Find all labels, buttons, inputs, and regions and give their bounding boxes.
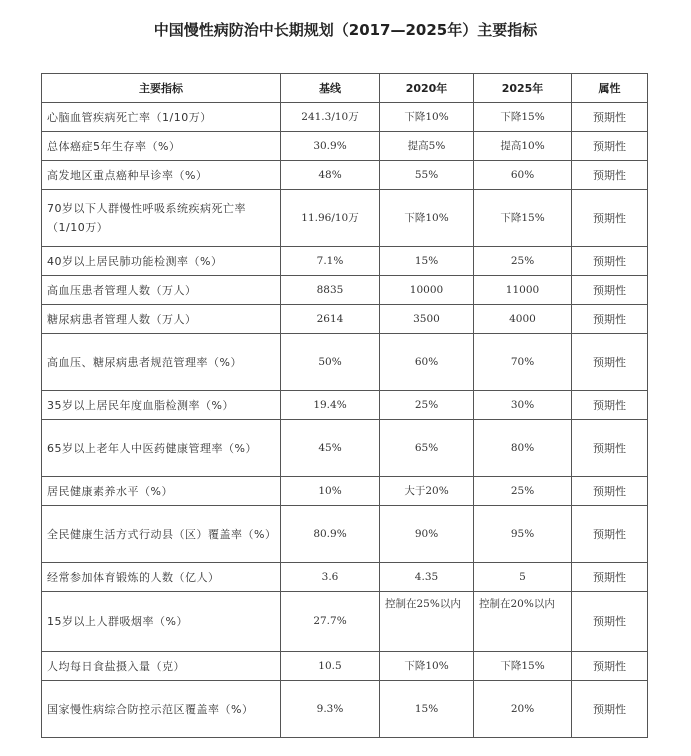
table-row	[42, 305, 648, 334]
table-row	[42, 276, 648, 305]
baseline-cell: 30.9%	[281, 132, 380, 161]
target-2020-cell: 3500	[380, 305, 474, 334]
attribute-cell: 预期性	[572, 247, 648, 276]
baseline-cell: 19.4%	[281, 391, 380, 420]
baseline-cell: 80.9%	[281, 506, 380, 563]
indicator-cell: 经常参加体育锻炼的人数（亿人）	[42, 563, 281, 592]
attribute-cell: 预期性	[572, 681, 648, 738]
attribute-cell: 预期性	[572, 506, 648, 563]
header-attribute: 属性	[572, 74, 648, 103]
table-row	[42, 103, 648, 132]
attribute-cell: 预期性	[572, 103, 648, 132]
table-row	[42, 592, 648, 652]
attribute-cell: 预期性	[572, 391, 648, 420]
header-indicator: 主要指标	[42, 74, 281, 103]
target-2020-cell: 90%	[380, 506, 474, 563]
target-2020-cell: 下降10%	[380, 652, 474, 681]
table-header-row	[42, 74, 648, 103]
table-row	[42, 161, 648, 190]
baseline-cell: 10.5	[281, 652, 380, 681]
baseline-cell: 45%	[281, 420, 380, 477]
table-row	[42, 477, 648, 506]
target-2020-cell: 15%	[380, 247, 474, 276]
target-2020-cell: 下降10%	[380, 103, 474, 132]
target-2020-cell: 65%	[380, 420, 474, 477]
table-row	[42, 247, 648, 276]
target-2020-cell: 10000	[380, 276, 474, 305]
target-2025-cell: 下降15%	[474, 652, 572, 681]
attribute-cell: 预期性	[572, 652, 648, 681]
baseline-cell: 10%	[281, 477, 380, 506]
attribute-cell: 预期性	[572, 190, 648, 247]
target-2020-cell: 55%	[380, 161, 474, 190]
attribute-cell: 预期性	[572, 563, 648, 592]
baseline-cell: 27.7%	[281, 592, 380, 652]
baseline-cell: 11.96/10万	[281, 190, 380, 247]
attribute-cell: 预期性	[572, 477, 648, 506]
indicator-cell: 总体癌症5年生存率（%）	[42, 132, 281, 161]
attribute-cell: 预期性	[572, 420, 648, 477]
indicator-cell: 糖尿病患者管理人数（万人）	[42, 305, 281, 334]
target-2020-cell: 15%	[380, 681, 474, 738]
baseline-cell: 7.1%	[281, 247, 380, 276]
baseline-cell: 50%	[281, 334, 380, 391]
indicator-cell: 40岁以上居民肺功能检测率（%）	[42, 247, 281, 276]
attribute-cell: 预期性	[572, 132, 648, 161]
target-2025-cell: 5	[474, 563, 572, 592]
target-2025-cell: 25%	[474, 247, 572, 276]
target-2025-cell: 20%	[474, 681, 572, 738]
attribute-cell: 预期性	[572, 161, 648, 190]
target-2025-cell: 控制在20%以内	[474, 592, 572, 652]
table-row	[42, 563, 648, 592]
indicator-cell: 高发地区重点癌种早诊率（%）	[42, 161, 281, 190]
attribute-cell: 预期性	[572, 276, 648, 305]
target-2025-cell: 11000	[474, 276, 572, 305]
target-2025-cell: 95%	[474, 506, 572, 563]
target-2025-cell: 70%	[474, 334, 572, 391]
header-2025: 2025年	[474, 74, 572, 103]
target-2020-cell: 4.35	[380, 563, 474, 592]
table-row	[42, 391, 648, 420]
target-2025-cell: 下降15%	[474, 190, 572, 247]
target-2020-cell: 大于20%	[380, 477, 474, 506]
attribute-cell: 预期性	[572, 592, 648, 652]
target-2025-cell: 30%	[474, 391, 572, 420]
target-2025-cell: 提高10%	[474, 132, 572, 161]
baseline-cell: 9.3%	[281, 681, 380, 738]
indicator-cell: 高血压、糖尿病患者规范管理率（%）	[42, 334, 281, 391]
indicator-cell: 居民健康素养水平（%）	[42, 477, 281, 506]
target-2020-cell: 提高5%	[380, 132, 474, 161]
indicators-table	[41, 73, 648, 738]
indicator-cell: 高血压患者管理人数（万人）	[42, 276, 281, 305]
table-row	[42, 190, 648, 247]
indicator-cell: 人均每日食盐摄入量（克）	[42, 652, 281, 681]
table-row	[42, 420, 648, 477]
table-row	[42, 652, 648, 681]
target-2020-cell: 25%	[380, 391, 474, 420]
baseline-cell: 8835	[281, 276, 380, 305]
page-title: 中国慢性病防治中长期规划（2017—2025年）主要指标	[153, 21, 538, 39]
indicator-cell: 70岁以下人群慢性呼吸系统疾病死亡率（1/10万）	[42, 190, 281, 247]
target-2025-cell: 60%	[474, 161, 572, 190]
table-row	[42, 334, 648, 391]
target-2025-cell: 25%	[474, 477, 572, 506]
indicator-cell: 15岁以上人群吸烟率（%）	[42, 592, 281, 652]
target-2025-cell: 80%	[474, 420, 572, 477]
target-2025-cell: 4000	[474, 305, 572, 334]
target-2020-cell: 60%	[380, 334, 474, 391]
indicator-cell: 心脑血管疾病死亡率（1/10万）	[42, 103, 281, 132]
table-row	[42, 506, 648, 563]
attribute-cell: 预期性	[572, 305, 648, 334]
indicator-cell: 65岁以上老年人中医药健康管理率（%）	[42, 420, 281, 477]
table-row	[42, 132, 648, 161]
target-2025-cell: 下降15%	[474, 103, 572, 132]
indicator-cell: 35岁以上居民年度血脂检测率（%）	[42, 391, 281, 420]
baseline-cell: 241.3/10万	[281, 103, 380, 132]
target-2020-cell: 控制在25%以内	[380, 592, 474, 652]
table-row	[42, 681, 648, 738]
attribute-cell: 预期性	[572, 334, 648, 391]
baseline-cell: 48%	[281, 161, 380, 190]
indicator-cell: 国家慢性病综合防控示范区覆盖率（%）	[42, 681, 281, 738]
header-2020: 2020年	[380, 74, 474, 103]
header-baseline: 基线	[281, 74, 380, 103]
target-2020-cell: 下降10%	[380, 190, 474, 247]
baseline-cell: 2614	[281, 305, 380, 334]
baseline-cell: 3.6	[281, 563, 380, 592]
indicator-cell: 全民健康生活方式行动县（区）覆盖率（%）	[42, 506, 281, 563]
